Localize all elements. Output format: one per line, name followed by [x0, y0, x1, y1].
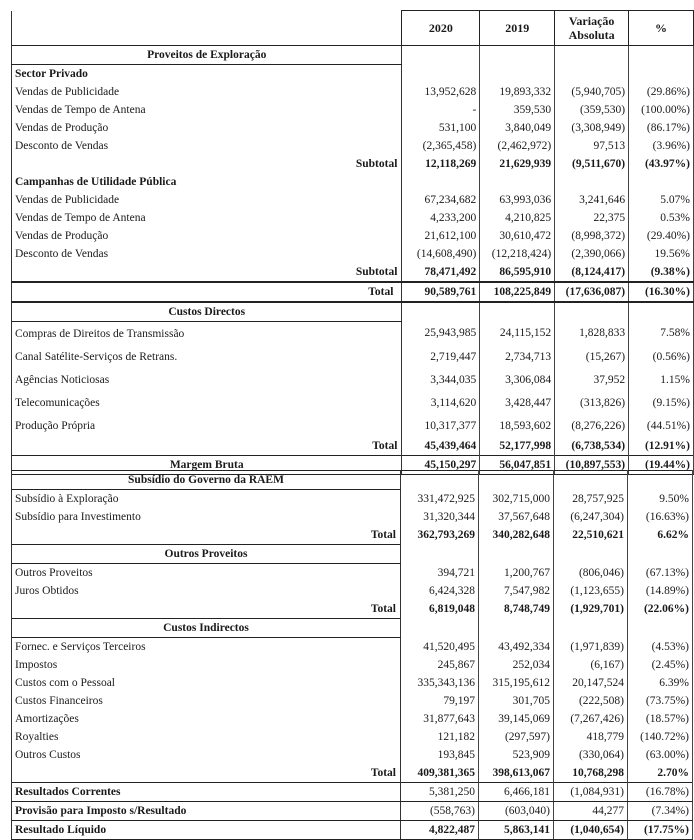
row-label: Total — [12, 526, 401, 545]
row-label: Juros Obtidos — [12, 582, 401, 600]
row-label: Fornec. e Serviços Terceiros — [12, 638, 401, 657]
value-variacao: (330,064) — [554, 746, 628, 764]
resultados-correntes-row — [12, 783, 693, 802]
value-variacao: (10,897,553) — [555, 456, 629, 475]
value-variacao: (6,167) — [554, 656, 628, 674]
income-statement-table-2 — [11, 470, 693, 840]
row-label: Margem Bruta — [12, 456, 402, 475]
row-label: Resultado Líquido — [12, 821, 401, 840]
section-title: Subsídio do Governo da RAEM — [12, 471, 401, 490]
table-row — [12, 414, 694, 437]
table-row — [12, 101, 694, 119]
value-variacao: (806,046) — [554, 564, 628, 583]
value-2020: 193,845 — [401, 746, 479, 764]
value-2019: 359,530 — [480, 101, 555, 119]
value-percent: 6.39% — [628, 674, 693, 692]
table-row — [12, 746, 693, 764]
table-row — [12, 245, 694, 263]
value-2019: (297,597) — [479, 728, 554, 746]
value-variacao: 22,375 — [555, 209, 629, 227]
value-percent: (3.96%) — [629, 137, 694, 155]
value-variacao: 44,277 — [554, 802, 628, 821]
value-variacao: 3,241,646 — [555, 191, 629, 209]
value-2020: 79,197 — [401, 692, 479, 710]
custos-directos-rows — [12, 322, 694, 438]
value-percent: 6.62% — [628, 526, 693, 545]
value-2020: 3,344,035 — [402, 368, 480, 391]
row-label: Desconto de Vendas — [12, 137, 402, 155]
value-2019: 5,863,141 — [479, 821, 554, 840]
value-2019: 39,145,069 — [479, 710, 554, 728]
value-2019: 18,593,602 — [480, 414, 555, 437]
value-percent: (16.30%) — [629, 282, 694, 302]
row-label: Telecomunicações — [12, 391, 402, 414]
value-2019: 19,893,332 — [480, 83, 555, 101]
row-label: Subsídio para Investimento — [12, 508, 401, 526]
value-2020: 394,721 — [401, 564, 479, 583]
value-percent: (86.17%) — [629, 119, 694, 137]
value-2020: 409,381,365 — [401, 764, 479, 783]
section-header-outros-proveitos — [12, 545, 693, 564]
table-row — [12, 710, 693, 728]
value-percent: 7.58% — [629, 322, 694, 346]
value-percent: 2.70% — [628, 764, 693, 783]
table-row — [12, 227, 694, 245]
campanhas-rows — [12, 191, 694, 263]
row-label: Subtotal — [12, 263, 402, 282]
value-percent: (16.63%) — [628, 508, 693, 526]
value-percent: (100.00%) — [629, 101, 694, 119]
section-header-proveitos — [12, 46, 694, 65]
value-2019: 52,177,998 — [480, 437, 555, 456]
section-title: Custos Directos — [12, 302, 402, 322]
value-2019: 302,715,000 — [479, 490, 554, 509]
value-percent: (63.00%) — [628, 746, 693, 764]
value-2020: 31,320,344 — [401, 508, 479, 526]
value-variacao: 10,768,298 — [554, 764, 628, 783]
value-percent: (140.72%) — [628, 728, 693, 746]
value-percent: (29.40%) — [629, 227, 694, 245]
table-row — [12, 692, 693, 710]
row-label: Vendas de Produção — [12, 119, 402, 137]
total-row-custos-indirectos — [12, 764, 693, 783]
row-label: Agências Noticiosas — [12, 368, 402, 391]
row-label: Amortizações — [12, 710, 401, 728]
value-2020: (558,763) — [401, 802, 479, 821]
value-2020: 121,182 — [401, 728, 479, 746]
value-percent: (44.51%) — [629, 414, 694, 437]
value-variacao: (1,123,655) — [554, 582, 628, 600]
value-variacao: 20,147,524 — [554, 674, 628, 692]
value-percent: (0.56%) — [629, 345, 694, 368]
row-label: Vendas de Tempo de Antena — [12, 209, 402, 227]
table-row — [12, 83, 694, 101]
group-title: Sector Privado — [12, 65, 402, 84]
value-2019: (2,462,972) — [480, 137, 555, 155]
row-label: Subsídio à Exploração — [12, 490, 401, 509]
table-row — [12, 209, 694, 227]
value-variacao: (359,530) — [555, 101, 629, 119]
value-variacao: (1,929,701) — [554, 600, 628, 619]
row-label: Compras de Direitos de Transmissão — [12, 322, 402, 346]
value-variacao: (313,826) — [555, 391, 629, 414]
row-label: Total — [12, 437, 402, 456]
row-label: Subtotal — [12, 155, 402, 173]
table-row — [12, 674, 693, 692]
group-header-campanhas — [12, 173, 694, 191]
section-title: Proveitos de Exploração — [12, 46, 402, 65]
value-variacao: 28,757,925 — [554, 490, 628, 509]
column-header-row — [12, 11, 694, 46]
value-2019: 301,705 — [479, 692, 554, 710]
table-row — [12, 490, 693, 509]
value-percent: (18.57%) — [628, 710, 693, 728]
value-2020: 12,118,269 — [402, 155, 480, 173]
value-2020: 245,867 — [401, 656, 479, 674]
section-header-subsidio — [12, 471, 693, 490]
row-label: Total — [12, 764, 401, 783]
value-2019: 523,909 — [479, 746, 554, 764]
table-row — [12, 508, 693, 526]
total-row-subsidio — [12, 526, 693, 545]
value-2020: 45,150,297 — [402, 456, 480, 475]
row-label: Produção Própria — [12, 414, 402, 437]
value-2020: 331,472,925 — [401, 490, 479, 509]
table-row — [12, 322, 694, 346]
value-percent: (22.06%) — [628, 600, 693, 619]
table-row — [12, 368, 694, 391]
outros-proveitos-rows — [12, 564, 693, 601]
row-label: Outros Custos — [12, 746, 401, 764]
value-2019: 108,225,849 — [480, 282, 555, 302]
row-label: Total — [12, 282, 402, 302]
value-variacao: 37,952 — [555, 368, 629, 391]
value-2020: 10,317,377 — [402, 414, 480, 437]
value-2019: 3,840,049 — [480, 119, 555, 137]
value-2020: 21,612,100 — [402, 227, 480, 245]
header-blank — [12, 11, 402, 46]
table-row — [12, 191, 694, 209]
value-2019: 56,047,851 — [480, 456, 555, 475]
value-2020: 4,822,487 — [401, 821, 479, 840]
table-row — [12, 119, 694, 137]
value-2019: 30,610,472 — [480, 227, 555, 245]
value-variacao: (8,276,226) — [555, 414, 629, 437]
value-percent: 0.53% — [629, 209, 694, 227]
value-2020: 3,114,620 — [402, 391, 480, 414]
value-2020: 5,381,250 — [401, 783, 479, 802]
value-percent: 19.56% — [629, 245, 694, 263]
value-2020: 13,952,628 — [402, 83, 480, 101]
resultado-liquido-row — [12, 821, 693, 840]
table-row — [12, 137, 694, 155]
group-title: Campanhas de Utilidade Pública — [12, 173, 402, 191]
value-2019: 21,629,939 — [480, 155, 555, 173]
value-2019: 8,748,749 — [479, 600, 554, 619]
value-variacao: 97,513 — [555, 137, 629, 155]
value-2020: (2,365,458) — [402, 137, 480, 155]
value-variacao: (1,084,931) — [554, 783, 628, 802]
table-row — [12, 391, 694, 414]
value-2019: 24,115,152 — [480, 322, 555, 346]
table-row — [12, 564, 693, 583]
row-label: Canal Satélite-Serviços de Retrans. — [12, 345, 402, 368]
value-variacao: (2,390,066) — [555, 245, 629, 263]
value-variacao: (9,511,670) — [555, 155, 629, 173]
value-2020: 335,343,136 — [401, 674, 479, 692]
row-label: Custos com o Pessoal — [12, 674, 401, 692]
value-percent: (12.91%) — [629, 437, 694, 456]
table-row — [12, 582, 693, 600]
value-2020: 2,719,447 — [402, 345, 480, 368]
value-2020: 67,234,682 — [402, 191, 480, 209]
value-variacao: (17,636,087) — [555, 282, 629, 302]
value-percent: (19.44%) — [629, 456, 694, 475]
value-variacao: (8,124,417) — [555, 263, 629, 282]
value-2019: 3,306,084 — [480, 368, 555, 391]
row-label: Total — [12, 600, 401, 619]
table-row — [12, 345, 694, 368]
value-2020: (14,608,490) — [402, 245, 480, 263]
value-percent: (16.78%) — [628, 783, 693, 802]
column-header-2020: 2020 — [402, 11, 480, 46]
value-variacao: (7,267,426) — [554, 710, 628, 728]
value-2019: (12,218,424) — [480, 245, 555, 263]
value-2019: 6,466,181 — [479, 783, 554, 802]
subsidio-rows — [12, 490, 693, 527]
value-variacao: 418,779 — [554, 728, 628, 746]
value-percent: 1.15% — [629, 368, 694, 391]
value-variacao: (6,247,304) — [554, 508, 628, 526]
value-variacao: (6,738,534) — [555, 437, 629, 456]
column-header-percent: % — [629, 11, 694, 46]
value-percent: 9.50% — [628, 490, 693, 509]
value-percent: (9.38%) — [629, 263, 694, 282]
value-variacao: (3,308,949) — [555, 119, 629, 137]
column-header-variacao: Variação Absoluta — [555, 11, 629, 46]
value-variacao: (8,998,372) — [555, 227, 629, 245]
value-percent: (67.13%) — [628, 564, 693, 583]
value-variacao: (1,040,654) — [554, 821, 628, 840]
value-percent: (14.89%) — [628, 582, 693, 600]
subtotal-row-campanhas — [12, 263, 694, 282]
row-label: Vendas de Tempo de Antena — [12, 101, 402, 119]
value-2019: 252,034 — [479, 656, 554, 674]
value-2019: 7,547,982 — [479, 582, 554, 600]
value-2019: 3,428,447 — [480, 391, 555, 414]
value-2019: 86,595,910 — [480, 263, 555, 282]
value-percent: (73.75%) — [628, 692, 693, 710]
value-percent: (9.15%) — [629, 391, 694, 414]
row-label: Vendas de Publicidade — [12, 191, 402, 209]
column-header-2019: 2019 — [480, 11, 555, 46]
value-2019: 2,734,713 — [480, 345, 555, 368]
section-title: Custos Indirectos — [12, 619, 401, 638]
row-label: Resultados Correntes — [12, 783, 401, 802]
row-label: Royalties — [12, 728, 401, 746]
row-label: Impostos — [12, 656, 401, 674]
row-label: Provisão para Imposto s/Resultado — [12, 802, 401, 821]
value-2020: 362,793,269 — [401, 526, 479, 545]
value-2020: 6,819,048 — [401, 600, 479, 619]
value-percent: (29.86%) — [629, 83, 694, 101]
value-2019: 4,210,825 — [480, 209, 555, 227]
value-2020: 6,424,328 — [401, 582, 479, 600]
section-title: Outros Proveitos — [12, 545, 401, 564]
value-variacao: 22,510,621 — [554, 526, 628, 545]
row-label: Vendas de Publicidade — [12, 83, 402, 101]
value-2020: 31,877,643 — [401, 710, 479, 728]
total-row-custos-directos — [12, 437, 694, 456]
value-2019: 315,195,612 — [479, 674, 554, 692]
total-row-proveitos — [12, 282, 694, 302]
row-label: Outros Proveitos — [12, 564, 401, 583]
value-2020: 90,589,761 — [402, 282, 480, 302]
value-percent: (4.53%) — [628, 638, 693, 657]
total-row-outros-proveitos — [12, 600, 693, 619]
value-2019: 340,282,648 — [479, 526, 554, 545]
custos-indirectos-rows — [12, 638, 693, 765]
table-row — [12, 728, 693, 746]
value-2020: 41,520,495 — [401, 638, 479, 657]
value-variacao: (222,508) — [554, 692, 628, 710]
value-percent: (7.34%) — [628, 802, 693, 821]
section-header-custos-directos — [12, 302, 694, 322]
value-2020: 25,943,985 — [402, 322, 480, 346]
sector-privado-rows — [12, 83, 694, 155]
value-2019: 1,200,767 — [479, 564, 554, 583]
section-header-custos-indirectos — [12, 619, 693, 638]
value-variacao: (15,267) — [555, 345, 629, 368]
value-2020: 45,439,464 — [402, 437, 480, 456]
value-2020: 4,233,200 — [402, 209, 480, 227]
value-2019: 37,567,648 — [479, 508, 554, 526]
value-2019: (603,040) — [479, 802, 554, 821]
value-2019: 63,993,036 — [480, 191, 555, 209]
provisao-imposto-row — [12, 802, 693, 821]
group-header-sector-privado — [12, 65, 694, 84]
subtotal-row-sector-privado — [12, 155, 694, 173]
table-row — [12, 656, 693, 674]
value-percent: (2.45%) — [628, 656, 693, 674]
row-label: Custos Financeiros — [12, 692, 401, 710]
value-2020: 531,100 — [402, 119, 480, 137]
value-variacao: (5,940,705) — [555, 83, 629, 101]
row-label: Vendas de Produção — [12, 227, 402, 245]
value-2019: 43,492,334 — [479, 638, 554, 657]
value-variacao: (1,971,839) — [554, 638, 628, 657]
value-percent: 5.07% — [629, 191, 694, 209]
row-label: Desconto de Vendas — [12, 245, 402, 263]
value-percent: (17.75%) — [628, 821, 693, 840]
value-variacao: 1,828,833 — [555, 322, 629, 346]
income-statement-table-1 — [11, 10, 694, 475]
value-2019: 398,613,067 — [479, 764, 554, 783]
table-row — [12, 638, 693, 657]
value-2020: 78,471,492 — [402, 263, 480, 282]
value-2020: - — [402, 101, 480, 119]
value-percent: (43.97%) — [629, 155, 694, 173]
